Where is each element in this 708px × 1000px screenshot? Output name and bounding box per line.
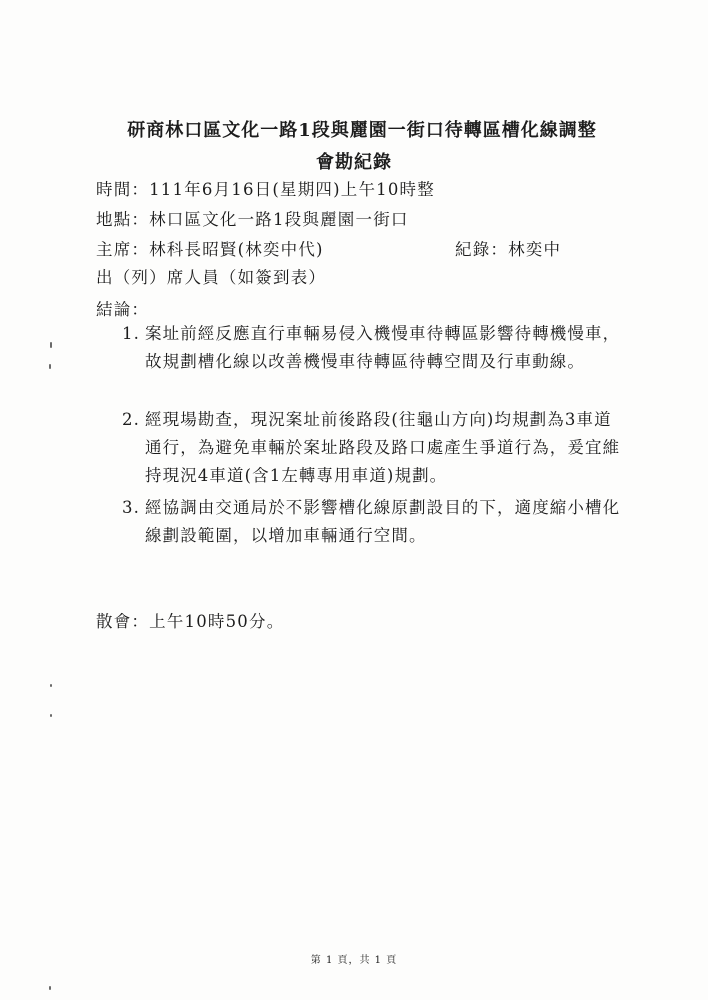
meeting-recorder: 紀錄：林奕中 xyxy=(455,240,562,259)
conclusion-item xyxy=(122,406,622,490)
conclusions-label: 結論： xyxy=(96,300,150,319)
conclusion-text: 經協調由交通局於不影響槽化線原劃設目的下，適度縮小槽化線劃設範圍，以增加車輛通行空間。 xyxy=(145,498,621,545)
adjourn-time: 散會：上午10時50分。 xyxy=(96,612,285,631)
meeting-attendees: 出（列）席人員（如簽到表） xyxy=(96,268,327,287)
meeting-chair: 主席：林科長昭賢(林奕中代) xyxy=(96,240,324,259)
meeting-time: 時間：111年6月16日(星期四)上午10時整 xyxy=(96,180,435,199)
conclusion-text: 經現場勘查，現況案址前後路段(往龜山方向)均規劃為3車道通行，為避免車輛於案址路段及路口處產生爭道行為，爰宜維持現況4車道(含1左轉專用車道)規劃。 xyxy=(145,410,621,485)
page-footer: 第 1 頁，共 1 頁 xyxy=(310,955,398,966)
conclusion-item xyxy=(122,494,622,550)
conclusion-text: 案址前經反應直行車輛易侵入機慢車待轉區影響待轉機慢車，故規劃槽化線以改善機慢車待轉區待轉空間及行車動線。 xyxy=(145,324,621,371)
meeting-location: 地點：林口區文化一路1段與麗園一街口 xyxy=(96,210,409,229)
conclusion-number: 2. xyxy=(122,410,140,429)
conclusion-number: 3. xyxy=(122,498,140,517)
scan-speck xyxy=(49,986,51,990)
scan-speck xyxy=(50,714,52,717)
conclusion-number: 1. xyxy=(122,324,140,343)
document-subtitle: 會勘紀錄 xyxy=(316,152,392,173)
scan-speck xyxy=(49,364,51,369)
conclusion-item xyxy=(122,320,622,376)
document-title: 研商林口區文化一路1段與麗園一街口待轉區槽化線調整 xyxy=(127,120,597,141)
scan-speck xyxy=(50,684,52,687)
scan-speck xyxy=(50,342,52,348)
